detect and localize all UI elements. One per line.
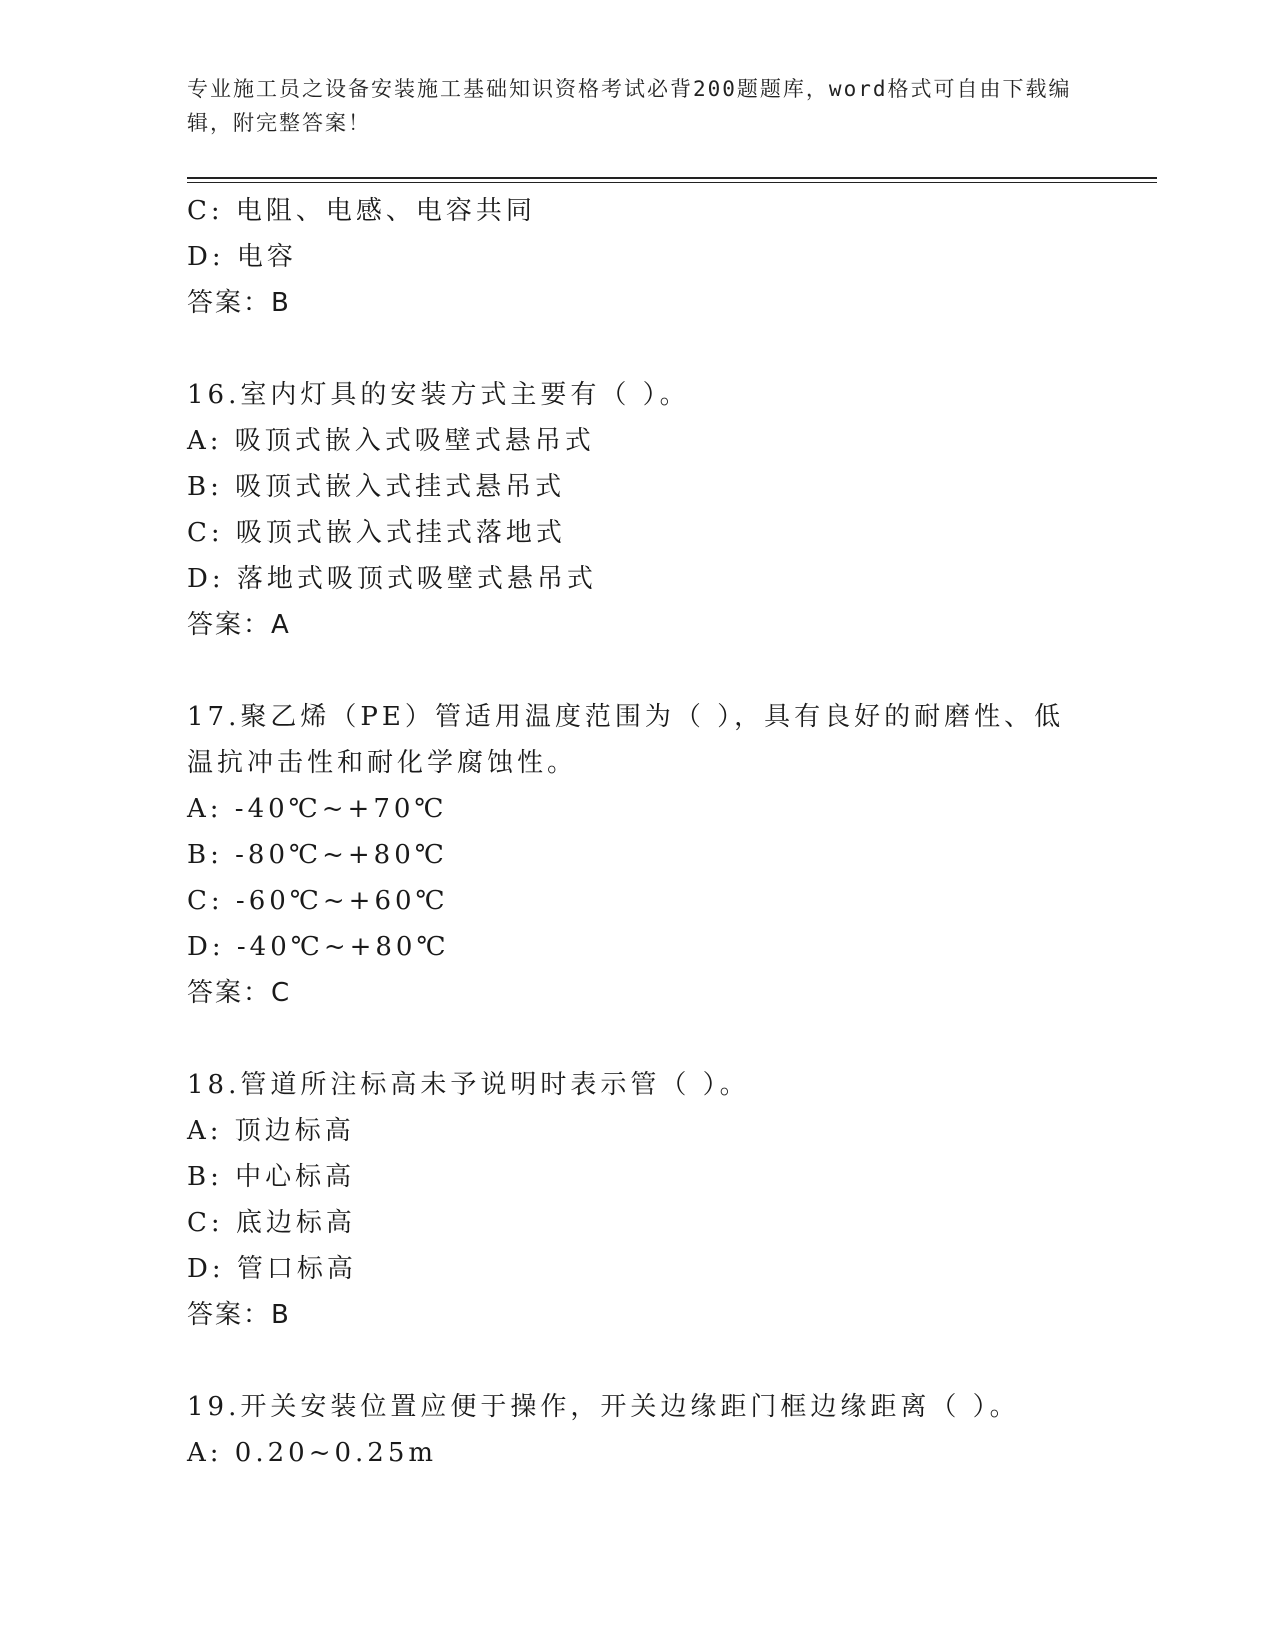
question-text: 18.管道所注标高未予说明时表示管（ ）。 <box>187 1070 750 1100</box>
spacer <box>187 1338 1087 1384</box>
option-b: B: 中心标高 <box>187 1162 356 1192</box>
option-d: D: 管口标高 <box>187 1254 357 1284</box>
option-a: A: 吸顶式嵌入式吸壁式悬吊式 <box>187 426 595 456</box>
option-a: A: -40℃~+70℃ <box>187 794 448 824</box>
option-d: D: 落地式吸顶式吸壁式悬吊式 <box>187 564 597 594</box>
question-text: 19.开关安装位置应便于操作，开关边缘距门框边缘距离（ ）。 <box>187 1392 1020 1422</box>
option-c: C: 电阻、电感、电容共同 <box>187 196 536 226</box>
answer-line: 答案：B <box>187 1300 291 1330</box>
question-block-16 <box>187 372 1087 648</box>
answer-line: 答案：B <box>187 288 291 318</box>
option-c: C: 吸顶式嵌入式挂式落地式 <box>187 518 566 548</box>
spacer <box>187 326 1087 372</box>
answer-line: 答案：A <box>187 610 291 640</box>
question-block-18 <box>187 1062 1087 1338</box>
question-content <box>187 188 1087 1476</box>
option-a: A: 顶边标高 <box>187 1116 355 1146</box>
page-header-title: 专业施工员之设备安装施工基础知识资格考试必背200题题库，word格式可自由下载编辑，附完整答案！ <box>187 77 1072 135</box>
question-text: 17.聚乙烯（PE）管适用温度范围为（ ），具有良好的耐磨性、低温抗冲击性和耐化学腐蚀性。 <box>187 702 1065 778</box>
question-text: 16.室内灯具的安装方式主要有（ ）。 <box>187 380 690 410</box>
question-block-17 <box>187 694 1087 1016</box>
question-block-19 <box>187 1384 1087 1476</box>
spacer <box>187 648 1087 694</box>
question-block-15 <box>187 188 1087 326</box>
option-c: C: 底边标高 <box>187 1208 356 1238</box>
option-d: D: -40℃~+80℃ <box>187 932 450 962</box>
option-a: A: 0.20~0.25m <box>187 1438 438 1468</box>
option-b: B: -80℃~+80℃ <box>187 840 448 870</box>
header-divider-thin <box>187 182 1157 183</box>
option-c: C: -60℃~+60℃ <box>187 886 449 916</box>
spacer <box>187 1016 1087 1062</box>
answer-line: 答案：C <box>187 978 292 1008</box>
option-d: D: 电容 <box>187 242 297 272</box>
option-b: B: 吸顶式嵌入式挂式悬吊式 <box>187 472 566 502</box>
header-divider-thick <box>187 177 1157 179</box>
